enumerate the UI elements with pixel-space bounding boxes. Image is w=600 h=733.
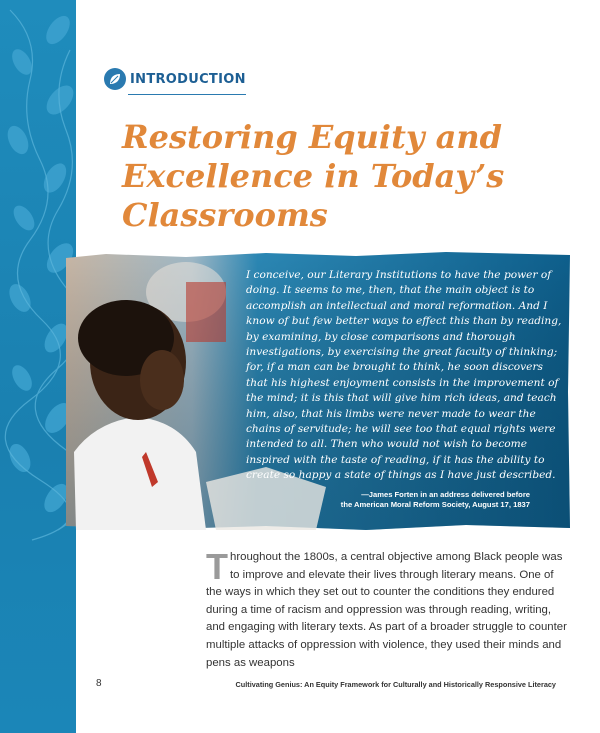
attribution-line-1: —James Forten in an address delivered before: [361, 490, 530, 499]
running-footer: Cultivating Genius: An Equity Framework for Culturally and Historically Responsive Literacy: [235, 680, 556, 689]
drop-cap: T: [206, 546, 228, 587]
page-title: Restoring Equity and Excellence in Today’s Classrooms: [122, 118, 505, 234]
section-label-text: INTRODUCTION: [130, 71, 246, 87]
leaf-icon: [104, 68, 126, 90]
attribution-line-2: the American Moral Reform Society, August 17, 1837: [340, 500, 530, 509]
section-rule: [128, 94, 246, 95]
epigraph-quote: I conceive, our Literary Institutions to have the power of doing. It seems to me, then, that the main object is to accomplish an intellectual and moral reformation. And I know of but few better ways to effect this than by reading, by examining, by close comparisons and thorough investigations, by exercising the great faculty of thinking; for, if a man can be brought to think, he soon discovers that his highest enjoyment consists in the improvement of the mind; it is this that will give him rich ideas, and teach him, also, that his limbs were never made to wear the chains of servitude; he will see too that equal rights were intended to all. Then who would not wish to become inspired with the taste of reading, if it has the ability to create so happy a state of things as I have just described.: [246, 269, 562, 482]
body-paragraph: [206, 546, 572, 672]
page-number: 8: [96, 678, 102, 689]
body-text: hroughout the 1800s, a central objective among Black people was to improve and elevate their lives through literary means. One of the ways in which they set out to counter the conditions they endured during a time of racism and oppression was through reading, writing, and engaging with literary texts. As part of a broader struggle to counter multiple attacks of oppression with violence, they used their minds and pens as weapons: [206, 551, 567, 669]
section-label: [104, 68, 246, 90]
leaf-pattern: [0, 0, 76, 733]
quote-attribution: [310, 490, 530, 510]
decorative-sidebar: [0, 0, 76, 733]
